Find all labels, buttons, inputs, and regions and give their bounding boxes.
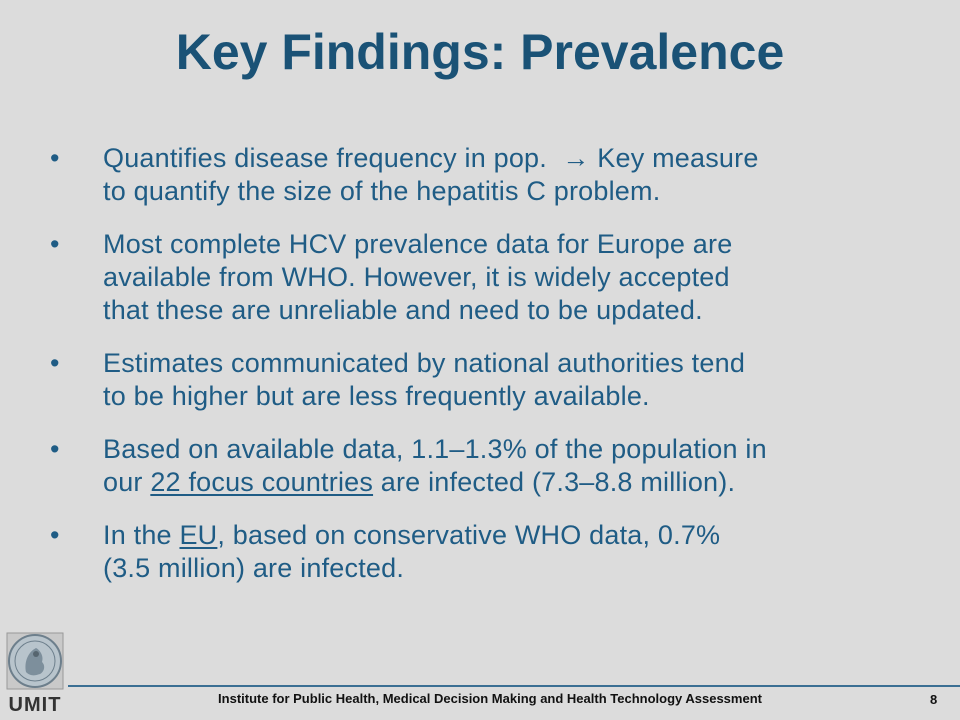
bullet-text: that these are unreliable and need to be updated.	[103, 295, 703, 325]
slide-title: Key Findings: Prevalence	[175, 24, 785, 80]
underlined-text: 22 focus countries	[150, 467, 374, 497]
bullet-marker: •	[50, 434, 60, 464]
bullet-text: to be higher but are less frequently available.	[103, 381, 650, 411]
footer-institute: Institute for Public Health, Medical Decision Making and Health Technology Assessment	[218, 691, 762, 706]
bullet-text: , based on conservative WHO data, 0.7%	[217, 520, 721, 550]
bullet-line	[103, 294, 920, 327]
logo-text: UMIT	[8, 694, 62, 716]
bullet-text: to quantify the size of the hepatitis C problem.	[103, 176, 661, 206]
bullet-text: available from WHO. However, it is widely accepted	[103, 262, 730, 292]
bullet-line	[103, 175, 920, 208]
page-number: 8	[930, 692, 938, 707]
bullet-item	[50, 519, 920, 585]
bullet-line	[103, 142, 920, 175]
bullet-line	[103, 552, 920, 585]
bullet-line	[103, 261, 920, 294]
bullet-marker: •	[50, 348, 60, 378]
bullet-item	[50, 347, 920, 413]
bullet-text: In the	[103, 520, 180, 550]
bullet-marker: •	[50, 520, 60, 550]
bullet-text: Based on available data, 1.1–1.3% of the population in	[103, 434, 767, 464]
bullet-text: Quantifies disease frequency in pop. → Key measure	[103, 143, 759, 173]
bullet-line	[103, 519, 920, 552]
bullet-item	[50, 142, 920, 208]
bullet-line	[103, 433, 920, 466]
bullet-text: our	[103, 467, 151, 497]
bullet-text: Most complete HCV prevalence data for Europe are	[103, 229, 733, 259]
seal-icon	[6, 632, 64, 690]
bullet-text: Estimates communicated by national authorities tend	[103, 348, 746, 378]
bullet-line	[103, 347, 920, 380]
bullet-marker: •	[50, 229, 60, 259]
bullet-text: are infected (7.3–8.8 million).	[373, 467, 736, 497]
underlined-text: EU	[179, 520, 218, 550]
bullet-text: (3.5 million) are infected.	[103, 553, 405, 583]
bullet-item	[50, 433, 920, 499]
umit-logo	[2, 632, 68, 720]
bullet-marker: •	[50, 143, 60, 173]
footer-divider	[68, 685, 960, 687]
bullet-line	[103, 228, 920, 261]
bullet-item	[50, 228, 920, 327]
bullet-line	[103, 380, 920, 413]
bullet-line	[103, 466, 920, 499]
bullet-list	[50, 142, 920, 605]
